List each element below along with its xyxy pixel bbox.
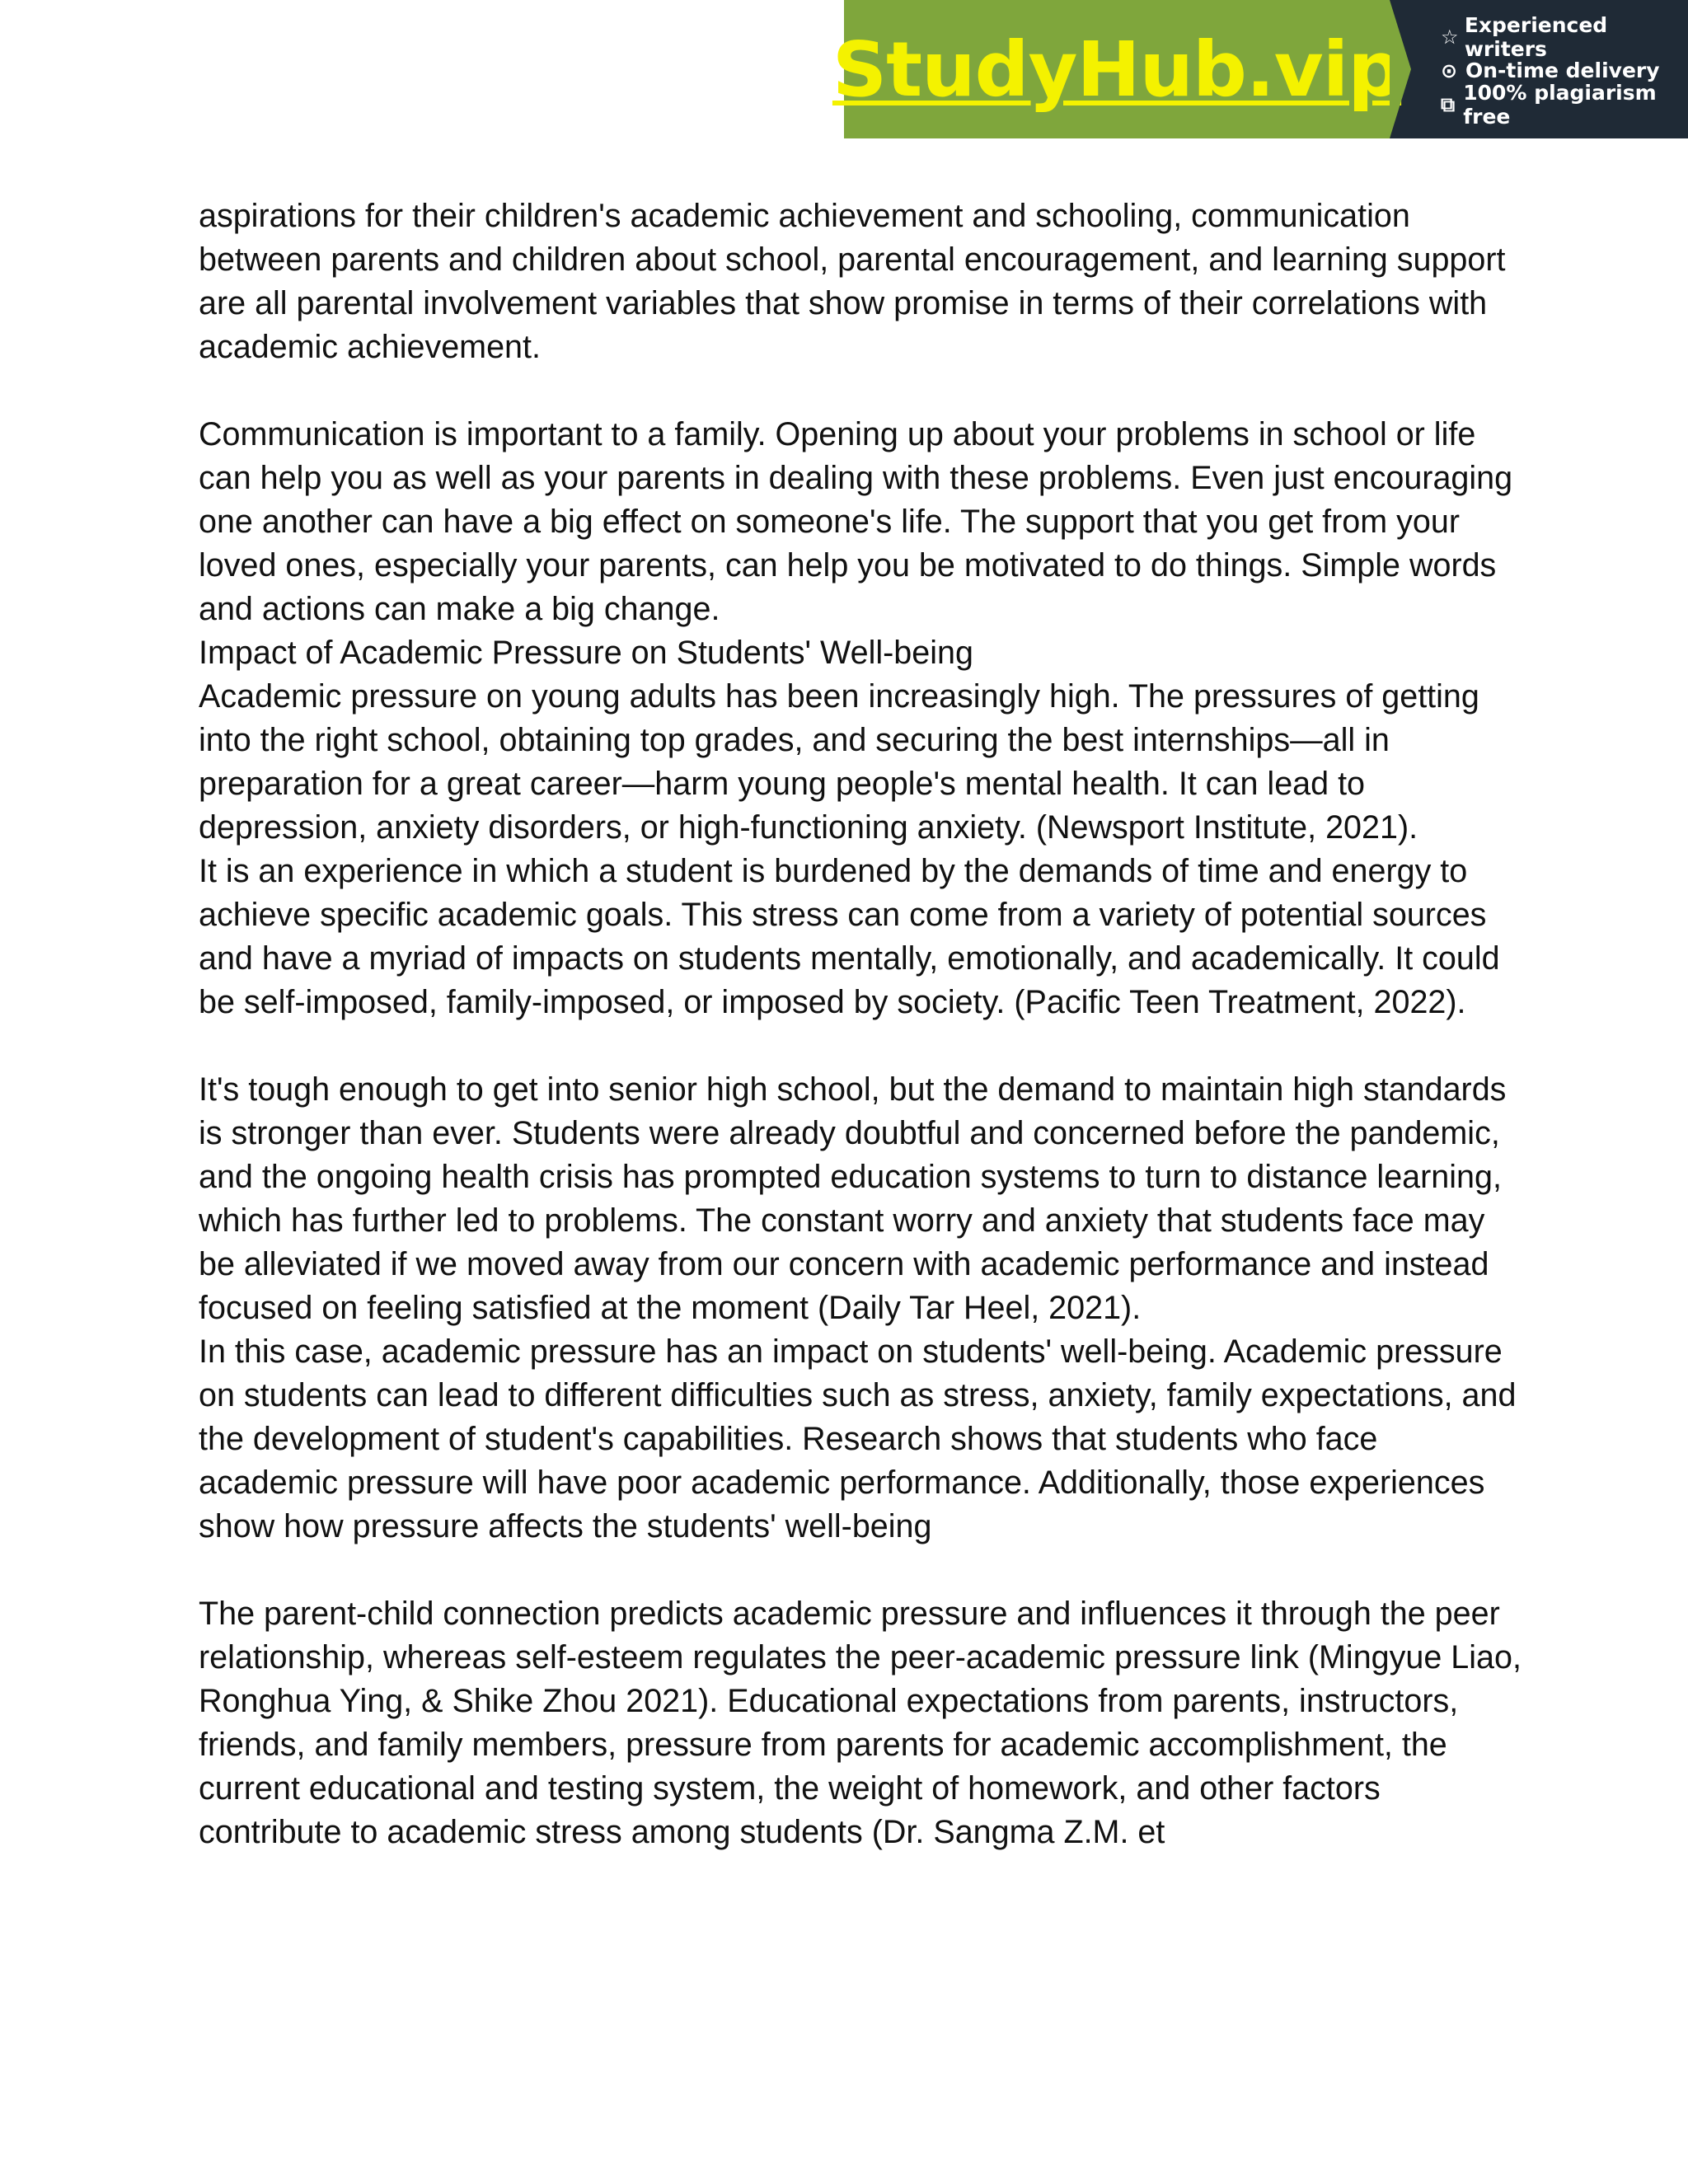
paragraph-gap bbox=[199, 369, 1526, 413]
brand-name: StudyHub.vip bbox=[832, 25, 1402, 114]
paragraph-stress-definition: It is an experience in which a student is burdened by the demands of time and energy to achieve specific academic goals. This stress can come from a variety of potential sources and have a myriad of impacts on students mentally, emotionally, and academically. It could be self-imposed, family-imposed, or imposed by society. (Pacific Teen Treatment, 2022). bbox=[199, 853, 1500, 1020]
paragraph-communication: Communication is important to a family. Opening up about your problems in school or life can help you as well as your parents in dealing with these problems. Even just encouraging one another can have a big effect on someone's life. The support that you get from your loved ones, especially your parents, can help you be motivated to do things. Simple words and actions can make a big change. bbox=[199, 416, 1513, 627]
paragraph-well-being: In this case, academic pressure has an impact on students' well-being. Academic pressure on students can lead to different difficulties such as stress, anxiety, family expectations, and the development of student's capabilities. Research shows that students who face academic pressure will have poor academic performance. Additionally, those experiences show how pressure affects the students' well-being bbox=[199, 1333, 1517, 1544]
paragraph-academic-pressure: Academic pressure on young adults has been increasingly high. The pressures of getting into the right school, obtaining top grades, and securing the best internships—all in preparation for a great career—harm young people's mental health. It can lead to depression, anxiety disorders, or high-functioning anxiety. (Newsport Institute, 2021). bbox=[199, 678, 1479, 846]
paragraph-parent-child: The parent-child connection predicts academic pressure and influences it through the peer relationship, whereas self-esteem regulates the peer-academic pressure link (Mingyue Liao, Ronghua Ying, & Shike Zhou 2021). Educational expectations from parents, instructors, friends, and family members, pressure from parents for academic accomplishment, the current educational and testing system, the weight of homework, and other factors contribute to academic stress among students (Dr. Sangma Z.M. et bbox=[199, 1596, 1522, 1850]
feature-label: On-time delivery bbox=[1465, 59, 1660, 82]
brand-logo[interactable] bbox=[832, 0, 1402, 138]
paragraph-senior-high: It's tough enough to get into senior high school, but the demand to maintain high standards is stronger than ever. Students were already doubtful and concerned before the pandemic, and the ongoing health crisis has prompted education systems to turn to distance learning, which has further led to problems. The constant worry and anxiety that students face may be alleviated if we moved away from our concern with academic performance and instead focused on feeling satisfied at the moment (Daily Tar Heel, 2021). bbox=[199, 1071, 1507, 1326]
document-body bbox=[199, 194, 1526, 1854]
paragraph-gap bbox=[199, 1549, 1526, 1592]
copy-icon: ⧉ bbox=[1441, 92, 1456, 116]
paragraph-gap bbox=[199, 1024, 1526, 1068]
feature-label: Experienced writers bbox=[1464, 12, 1608, 61]
clock-icon: ⊙ bbox=[1441, 59, 1458, 82]
paragraph-parental-involvement: aspirations for their children's academic achievement and schooling, communication between parents and children about school, parental encouragement, and learning support are all parental involvement variables that show promise in terms of their correlations with academic achievement. bbox=[199, 198, 1506, 365]
feature-item bbox=[1441, 80, 1688, 129]
feature-list bbox=[1390, 0, 1688, 138]
feature-label: 100% plagiarism free bbox=[1463, 80, 1657, 129]
feature-item bbox=[1441, 12, 1688, 61]
studyhub-banner[interactable] bbox=[832, 0, 1688, 138]
star-icon: ☆ bbox=[1441, 25, 1459, 49]
section-heading: Impact of Academic Pressure on Students' Well-being bbox=[199, 635, 973, 671]
